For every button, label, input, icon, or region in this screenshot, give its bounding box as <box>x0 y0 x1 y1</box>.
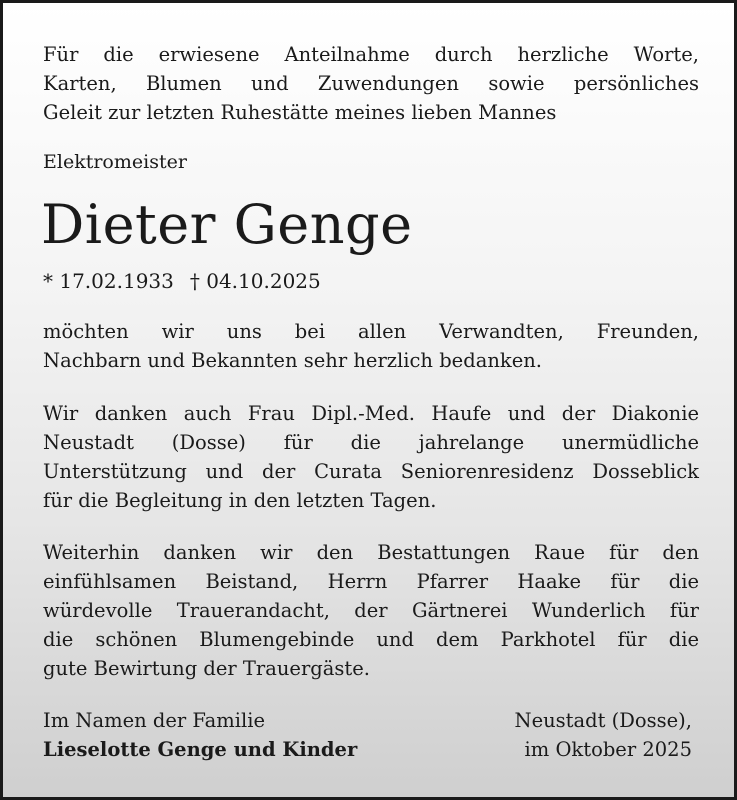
text-line: möchten wir uns bei allen Verwandten, Freunden, <box>43 320 699 343</box>
text-line: Nachbarn und Bekannten sehr herzlich bedanken. <box>43 349 542 372</box>
thanks-paragraph <box>43 317 699 375</box>
profession-label: Elektromeister <box>43 151 187 173</box>
text-line: Für die erwiesene Anteilnahme durch herzliche Worte, <box>43 43 699 66</box>
intro-paragraph <box>43 40 699 127</box>
text-line: würdevolle Trauerandacht, der Gärtnerei Wunderlich für <box>43 599 699 622</box>
place-date-signature <box>515 706 693 764</box>
service-thanks-paragraph <box>43 538 699 683</box>
text-line: gute Bewirtung der Trauergäste. <box>43 657 370 680</box>
family-signature <box>43 706 357 764</box>
text-line: Wir danken auch Frau Dipl.-Med. Haufe und der Diakonie <box>43 402 699 425</box>
signature-place: Neustadt (Dosse), <box>514 709 692 732</box>
text-line: Karten, Blumen und Zuwendungen sowie persönliches <box>43 72 699 95</box>
deceased-name: Dieter Genge <box>41 193 413 256</box>
signature-intro: Im Namen der Familie <box>43 709 265 732</box>
text-line: einfühlsamen Beistand, Herrn Pfarrer Haake für die <box>43 570 699 593</box>
life-dates <box>43 267 321 295</box>
signature-names: Lieselotte Genge und Kinder <box>43 738 358 761</box>
text-line: für die Begleitung in den letzten Tagen. <box>43 489 437 512</box>
signature-date: im Oktober 2025 <box>524 738 692 761</box>
text-line: Weiterhin danken wir den Bestattungen Raue für den <box>43 541 699 564</box>
death-date: † 04.10.2025 <box>189 269 321 293</box>
birth-date: * 17.02.1933 <box>43 269 174 293</box>
care-thanks-paragraph <box>43 399 699 515</box>
text-line: die schönen Blumengebinde und dem Parkhotel für die <box>43 628 699 651</box>
text-line: Geleit zur letzten Ruhestätte meines lieben Mannes <box>43 101 557 124</box>
text-line: Unterstützung und der Curata Seniorenresidenz Dosseblick <box>43 460 699 483</box>
text-line: Neustadt (Dosse) für die jahrelange unermüdliche <box>43 431 699 454</box>
